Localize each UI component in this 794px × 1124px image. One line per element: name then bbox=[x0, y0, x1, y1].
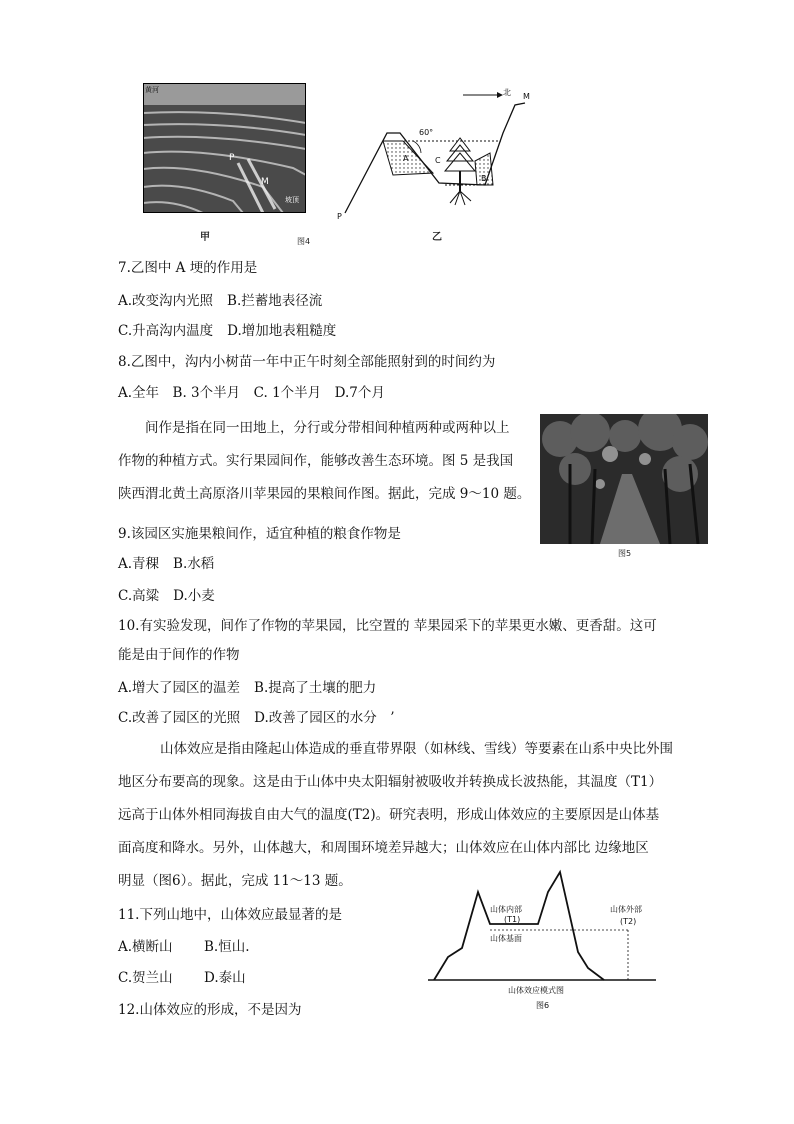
passage1-line3: 陕西渭北黄土高原洛川苹果园的果粮间作图。据此，完成 9～10 题。 bbox=[118, 486, 531, 502]
photo-label-p: P bbox=[229, 153, 235, 163]
figure5-caption: 图5 bbox=[618, 549, 632, 558]
passage2-line5: 明显（图6）。据此，完成 11～13 题。 bbox=[118, 873, 352, 889]
q11-option-d[interactable]: D.泰山 bbox=[204, 970, 246, 986]
mountain-inner-label: 山体内部 bbox=[490, 905, 522, 914]
q10-options-row1 bbox=[118, 679, 376, 697]
figure4-yi-diagram bbox=[335, 83, 540, 223]
q9-stem: 9.该园区实施果粮间作，适宜种植的粮食作物是 bbox=[118, 526, 401, 542]
photo-label-river: 黄河 bbox=[145, 86, 159, 94]
q9-option-d[interactable]: D.小麦 bbox=[173, 588, 215, 604]
passage2-line1: 山体效应是指由隆起山体造成的垂直带界限（如林线、雪线）等要素在山系中央比外围 bbox=[160, 741, 673, 757]
q11-option-a[interactable]: A.横断山 bbox=[118, 939, 173, 955]
ridge-a-label: A bbox=[403, 154, 409, 163]
q7-option-b[interactable]: B.拦蓄地表径流 bbox=[227, 293, 323, 309]
q7-options-row2 bbox=[118, 322, 336, 340]
mountain-base-label: 山体基面 bbox=[490, 934, 522, 943]
q9-option-b[interactable]: B.水稻 bbox=[173, 556, 215, 572]
q9-option-a[interactable]: A.青稞 bbox=[118, 556, 160, 572]
figure4-caption-yi: 乙 bbox=[432, 232, 442, 243]
tree-icon bbox=[445, 138, 475, 205]
q7-option-d[interactable]: D.增加地表粗糙度 bbox=[227, 323, 337, 339]
q10-option-c[interactable]: C.改善了园区的光照 bbox=[118, 710, 241, 726]
figure4-caption-jia: 甲 bbox=[200, 232, 210, 243]
passage1-cont bbox=[118, 445, 538, 511]
q10-stem-line1: 10.有实验发现，间作了作物的苹果园，比空置的 苹果园采下的苹果更水嫩、更香甜。这可 bbox=[118, 618, 657, 634]
q11-option-b[interactable]: B.恒山. bbox=[204, 939, 250, 955]
passage2-line4: 面高度和降水。另外，山体越大，和周围环境差异越大；山体效应在山体内部比 边缘地区 bbox=[118, 840, 649, 856]
point-m-label: M bbox=[523, 92, 530, 101]
photo-label-m: M bbox=[261, 177, 269, 187]
q11-options-row2 bbox=[118, 969, 246, 987]
terrace-photo-illustration bbox=[143, 83, 306, 213]
q11-option-c[interactable]: C.贺兰山 bbox=[118, 970, 173, 986]
q7-options-row1 bbox=[118, 292, 322, 310]
mountain-outer-label: 山体外部 bbox=[610, 905, 642, 914]
angle-label: 60° bbox=[419, 128, 434, 137]
figure4-jia-photo bbox=[143, 83, 306, 213]
q9-options-row1 bbox=[118, 555, 214, 573]
north-label: 北 bbox=[503, 88, 511, 97]
q10-stem-line2: 能是由于间作的作物 bbox=[118, 647, 240, 663]
point-c-label: C bbox=[435, 156, 441, 165]
figure6-mountain-effect-diagram bbox=[428, 862, 660, 1014]
passage2-line3: 远高于山体外相同海拔自由大气的温度(T2)。研究表明，形成山体效应的主要原因是山体基 bbox=[118, 807, 660, 823]
passage2-line2: 地区分布要高的现象。这是由于山体中央太阳辐射被吸收并转换成长波热能，其温度（T1） bbox=[118, 774, 663, 790]
q10-option-d[interactable]: D.改善了园区的水分 ’ bbox=[254, 710, 395, 726]
q10-options-row2 bbox=[118, 709, 395, 727]
passage1-line1: 间作是指在同一田地上，分行或分带相间种植两种或两种以上 bbox=[145, 420, 510, 436]
q7-stem: 7.乙图中 A 埂的作用是 bbox=[118, 260, 258, 276]
q9-options-row2 bbox=[118, 587, 215, 605]
q7-option-c[interactable]: C.升高沟内温度 bbox=[118, 323, 214, 339]
q10-option-a[interactable]: A.增大了园区的温差 bbox=[118, 680, 241, 696]
mountain-outer-t2: (T2) bbox=[620, 917, 637, 926]
model-name-label: 山体效应模式图 bbox=[508, 986, 564, 995]
passage1 bbox=[145, 412, 540, 445]
orchard-photo-illustration bbox=[540, 414, 708, 544]
figure5-orchard-photo bbox=[540, 414, 708, 544]
q11-stem: 11.下列山地中，山体效应最显著的是 bbox=[118, 907, 342, 923]
figure4-caption: 图4 bbox=[297, 237, 311, 246]
mountain-inner-t1: (T1) bbox=[504, 915, 521, 924]
mountain-profile bbox=[434, 872, 604, 980]
q11-options-row1 bbox=[118, 938, 250, 956]
figure6-caption: 图6 bbox=[536, 1001, 550, 1010]
photo-label-slope-top: 坡顶 bbox=[285, 196, 299, 204]
q9-option-c[interactable]: C.高粱 bbox=[118, 588, 160, 604]
passage1-line2: 作物的种植方式。实行果园间作，能够改善生态环境。图 5 是我国 bbox=[118, 453, 514, 469]
q12-stem: 12.山体效应的形成，不是因为 bbox=[118, 1002, 302, 1018]
q8-stem: 8.乙图中，沟内小树苗一年中正午时刻全部能照射到的时间约为 bbox=[118, 354, 496, 370]
q7-option-a[interactable]: A.改变沟内光照 bbox=[118, 293, 214, 309]
q8-options[interactable]: A.全年 B. 3个半月 C. 1个半月 D.7个月 bbox=[118, 385, 385, 401]
point-p-label: P bbox=[337, 212, 342, 221]
ridge-b-label: B bbox=[481, 174, 487, 183]
q10-option-b[interactable]: B.提高了土壤的肥力 bbox=[254, 680, 377, 696]
